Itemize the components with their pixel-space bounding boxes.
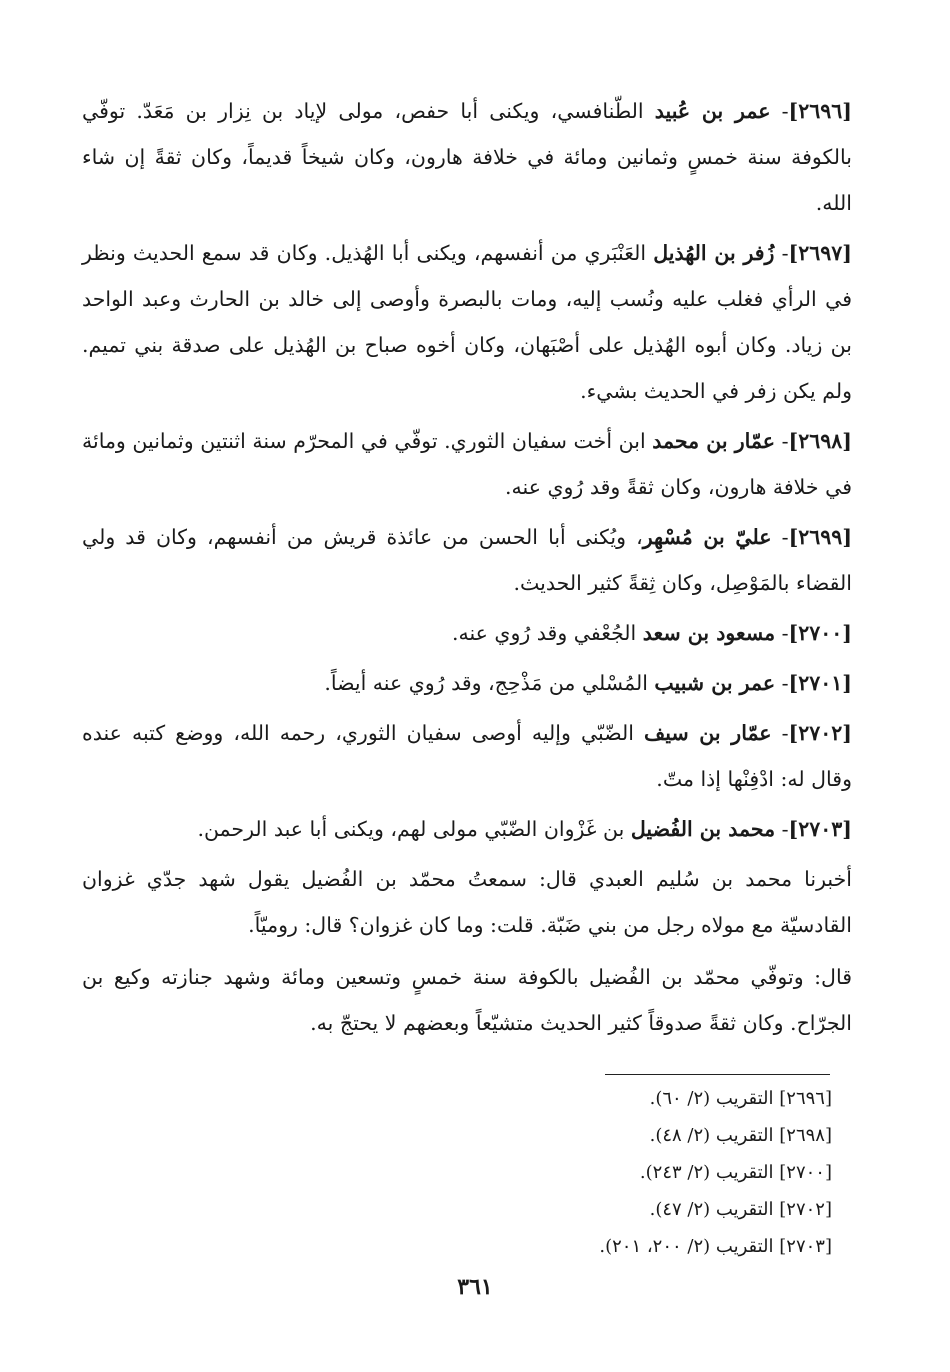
- page-number: ٣٦١: [457, 1274, 493, 1300]
- entry-number: [٢٦٩٩]: [788, 525, 853, 549]
- entry-2703: [٢٧٠٣]- محمد بن الفُضيل بن غَزْوان الضّبّي مولى لهم، ويكنى أبا عبد الرحمن.: [197, 817, 852, 841]
- entry-text: المُسْلي من مَذْحِج، وقد رُوي عنه أيضاً.: [324, 671, 648, 695]
- paragraph: أخبرنا محمد بن سُليم العبدي قال: سمعتُ محمّد بن الفُضيل يقول شهد جدّي غزوان القادسيّة مع مولاه رجل من بني ضَبّة. قلت: وما كان غزوان؟ قال: روميّاً.: [82, 867, 852, 937]
- entry-name: عمّار بن سيف: [644, 721, 772, 745]
- entry-number: [٢٦٩٧]: [788, 241, 852, 265]
- footnote: [٢٧٠٢] التقريب (٢/ ٤٧).: [649, 1199, 832, 1220]
- entry-text: بن غَزْوان الضّبّي مولى لهم، ويكنى أبا عبد الرحمن.: [197, 817, 625, 841]
- entry-number: [٢٧٠٢]: [788, 721, 852, 745]
- entry-name: عمر بن عُبيد: [654, 99, 771, 123]
- footnotes: [332, 1080, 832, 1265]
- main-text: [82, 88, 852, 1052]
- entry-2700: [٢٧٠٠]- مسعود بن سعد الجُعْفي وقد رُوي عنه.: [451, 621, 852, 645]
- entry-2699: [٢٦٩٩]- عليّ بن مُسْهِر، ويُكنى أبا الحسن من عائذة قريش من أنفسهم، وكان قد ولي القضاء بالمَوْصِل، وكان ثِقةً كثير الحديث.: [82, 525, 853, 595]
- footnote: [٢٦٩٦] التقريب (٢/ ٦٠).: [649, 1088, 832, 1109]
- entry-name: عمّار بن محمد: [652, 429, 776, 453]
- entry-name: عليّ بن مُسْهِر: [642, 525, 772, 549]
- footnote: [٢٧٠٣] التقريب (٢/ ٢٠٠، ٢٠١).: [599, 1236, 832, 1257]
- entry-number: [٢٦٩٨]: [788, 429, 852, 453]
- entry-number: [٢٧٠١]: [788, 671, 852, 695]
- footnote-divider: [605, 1074, 830, 1075]
- entry-2698: [٢٦٩٨]- عمّار بن محمد ابن أخت سفيان الثوري. توفّي في المحرّم سنة اثنتين وثمانين ومائة في خلافة هارون، وكان ثقةً وقد رُوي عنه.: [82, 429, 852, 499]
- entry-2702: [٢٧٠٢]- عمّار بن سيف الضّبّي وإليه أوصى سفيان الثوري، رحمه الله، ووضع كتبه عنده وقال له: ادْفِنْها إذا متّ.: [82, 721, 852, 791]
- footnote: [٢٧٠٠] التقريب (٢/ ٢٤٣).: [639, 1162, 832, 1183]
- entry-number: [٢٧٠٣]: [788, 817, 852, 841]
- entry-text: الطّنافسي، ويكنى أبا حفص، مولى لإياد بن نِزار بن مَعَدّ. توفّي بالكوفة سنة خمسٍ وثمانين ومائة في خلافة هارون، وكان شيخاً قديماً، وكان ثقةً إن شاء الله.: [82, 99, 852, 215]
- entry-name: زُفر بن الهُذيل: [653, 241, 775, 265]
- paragraph: قال: وتوفّي محمّد بن الفُضيل بالكوفة سنة خمسٍ وتسعين ومائة وشهد جنازته وكيع بن الجرّاح. وكان ثقةً صدوقاً كثير الحديث متشيّعاً وبعضهم لا يحتجّ به.: [82, 965, 852, 1035]
- entry-text: ، ويُكنى أبا الحسن من عائذة قريش من أنفسهم، وكان قد ولي القضاء بالمَوْصِل، وكان ثِقةً كثير الحديث.: [82, 525, 852, 595]
- entry-number: [٢٧٠٠]: [788, 621, 852, 645]
- footnote: [٢٦٩٨] التقريب (٢/ ٤٨).: [649, 1125, 832, 1146]
- entry-text: الجُعْفي وقد رُوي عنه.: [451, 621, 637, 645]
- entry-name: مسعود بن سعد: [642, 621, 776, 645]
- entry-2696: [٢٦٩٦]- عمر بن عُبيد الطّنافسي، ويكنى أبا حفص، مولى لإياد بن نِزار بن مَعَدّ. توفّي بالكوفة سنة خمسٍ وثمانين ومائة في خلافة هارون، وكان شيخاً قديماً، وكان ثقةً إن شاء الله.: [82, 99, 852, 215]
- entry-2701: [٢٧٠١]- عمر بن شبيب المُسْلي من مَذْحِج، وقد رُوي عنه أيضاً.: [324, 671, 852, 695]
- entry-name: محمد بن الفُضيل: [630, 817, 776, 841]
- entry-text: الضّبّي وإليه أوصى سفيان الثوري، رحمه الله، ووضع كتبه عنده وقال له: ادْفِنْها إذا متّ.: [82, 721, 852, 791]
- entry-name: عمر بن شبيب: [654, 671, 776, 695]
- entry-text: ابن أخت سفيان الثوري. توفّي في المحرّم سنة اثنتين وثمانين ومائة في خلافة هارون، وكان ثقةً وقد رُوي عنه.: [82, 429, 852, 499]
- entry-text: العَنْبَري من أنفسهم، ويكنى أبا الهُذيل. وكان قد سمع الحديث ونظر في الرأي فغلب عليه ونُسب إليه، ومات بالبصرة وأوصى إلى خالد بن الحارث وعبد الواحد بن زياد. وكان أبوه الهُذيل على أصْبَهان، وكان أخوه صباح بن الهُذيل على صدقة بني تميم. ولم يكن زفر في الحديث بشيء.: [82, 241, 852, 403]
- entry-number: [٢٦٩٦]: [788, 99, 852, 123]
- entry-2697: [٢٦٩٧]- زُفر بن الهُذيل العَنْبَري من أنفسهم، ويكنى أبا الهُذيل. وكان قد سمع الحديث ونظر في الرأي فغلب عليه ونُسب إليه، ومات بالبصرة وأوصى إلى خالد بن الحارث وعبد الواحد بن زياد. وكان أبوه الهُذيل على أصْبَهان، وكان أخوه صباح بن الهُذيل على صدقة بني تميم. ولم يكن زفر في الحديث بشيء.: [82, 241, 852, 403]
